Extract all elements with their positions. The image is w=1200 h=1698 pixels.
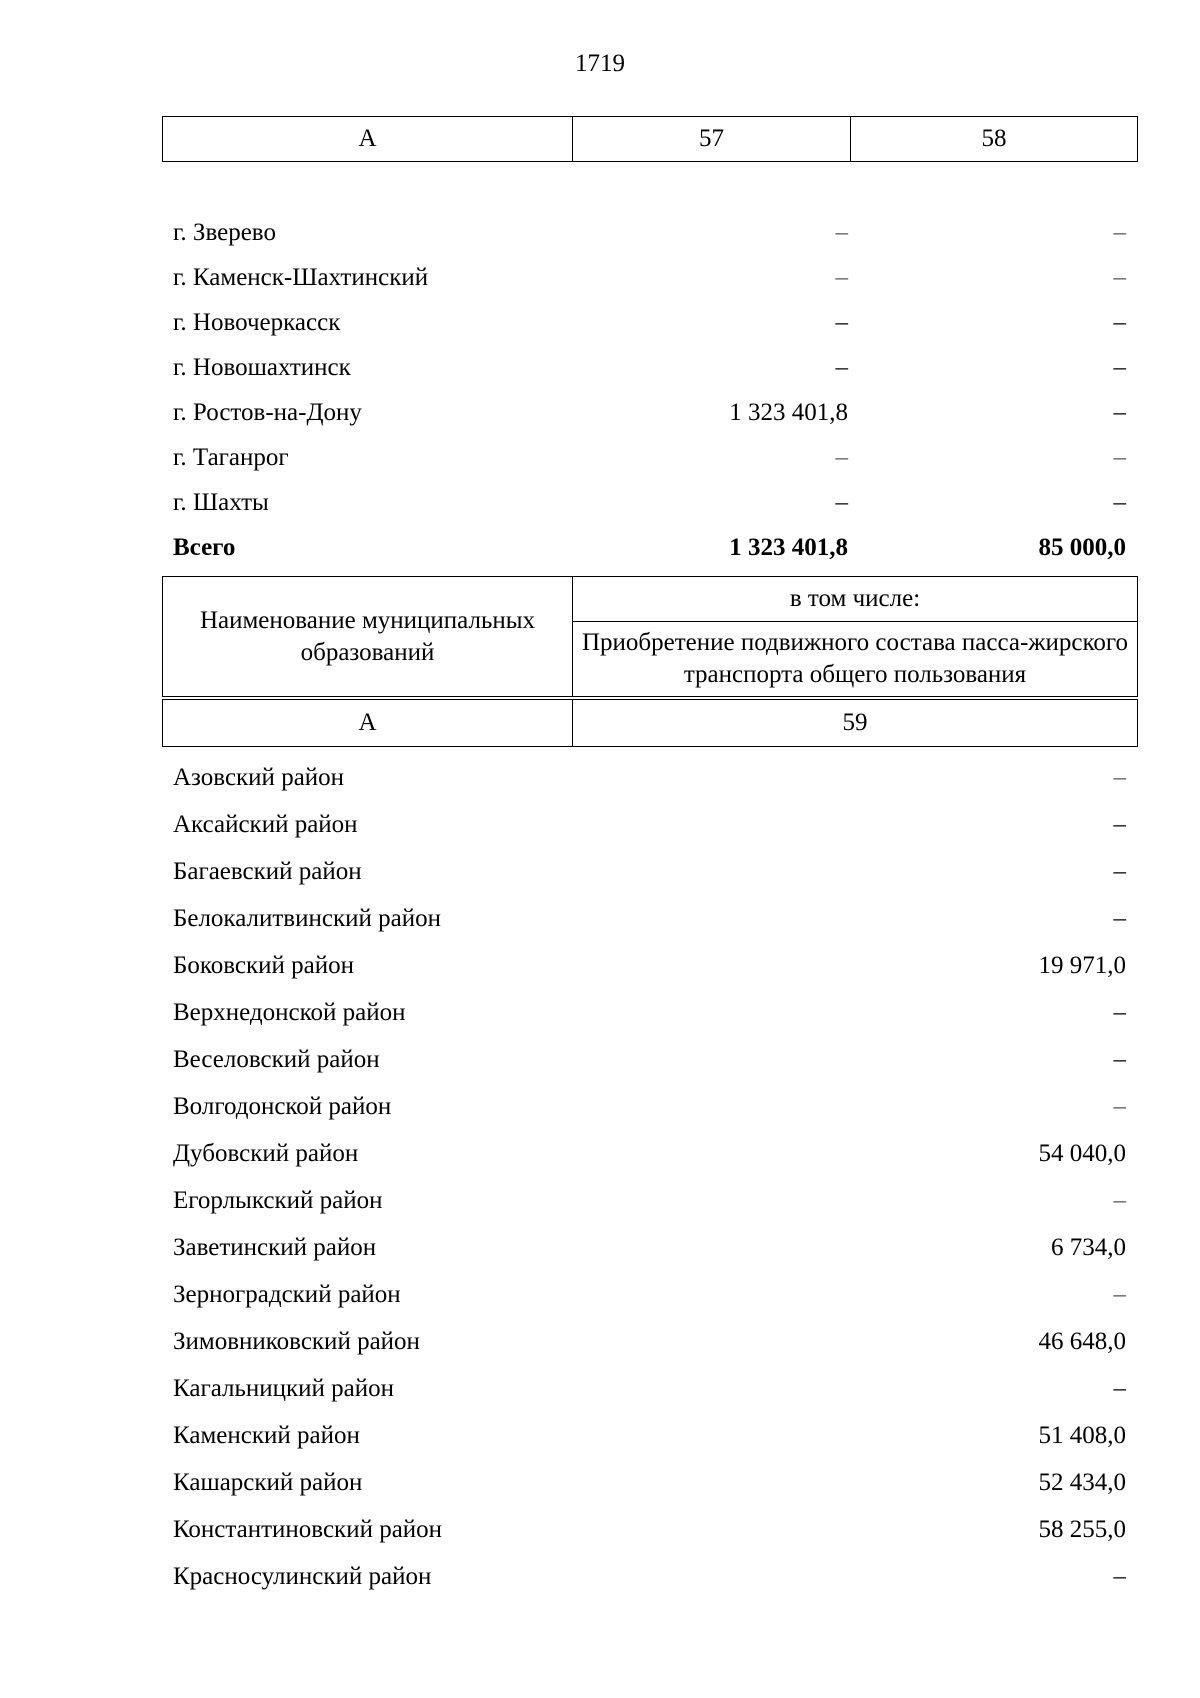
value-58: – (1113, 354, 1126, 381)
value-57: – (835, 309, 848, 336)
table-row (173, 1130, 1126, 1177)
district-name: Егорлыкский район (173, 1187, 383, 1214)
district-name: Белокалитвинский район (173, 905, 441, 932)
municipality-name: г. Таганрог (173, 444, 289, 471)
table-row (173, 390, 1126, 435)
table-row (173, 480, 1126, 525)
district-name: Боковский район (173, 952, 354, 979)
value-57: – (835, 444, 848, 471)
table-row (173, 1365, 1126, 1412)
value-57: 1 323 401,8 (729, 399, 848, 426)
table-row (173, 754, 1126, 801)
district-name: Кагальницкий район (173, 1375, 395, 1402)
table2-header (162, 576, 1138, 747)
table-row (173, 1412, 1126, 1459)
district-name: Азовский район (173, 764, 345, 791)
table-row (173, 1224, 1126, 1271)
municipality-name: г. Новошахтинск (173, 354, 351, 381)
municipality-name: г. Новочеркасск (173, 309, 341, 336)
district-name: Константиновский район (173, 1516, 443, 1543)
district-name: Дубовский район (173, 1140, 359, 1167)
table-row (173, 1177, 1126, 1224)
municipality-name: г. Зверево (173, 219, 276, 246)
value-59: – (1113, 1281, 1126, 1308)
column-58-header: 58 (851, 117, 1138, 162)
value-59: 52 434,0 (1038, 1469, 1126, 1496)
table-row (173, 895, 1126, 942)
district-name: Верхнедонской район (173, 999, 406, 1026)
district-name: Зимовниковский район (173, 1328, 420, 1355)
district-name: Багаевский район (173, 858, 362, 885)
table-row (173, 1271, 1126, 1318)
municipality-name: г. Ростов-на-Дону (173, 399, 362, 426)
value-59: 46 648,0 (1038, 1328, 1126, 1355)
table-row (173, 1459, 1126, 1506)
table-row (173, 1553, 1126, 1600)
column-57-header: 57 (573, 117, 851, 162)
district-name: Веселовский район (173, 1046, 380, 1073)
table-row (173, 210, 1126, 255)
municipality-name: г. Шахты (173, 489, 269, 516)
table-row (173, 255, 1126, 300)
district-name: Каменский район (173, 1422, 360, 1449)
value-59: 19 971,0 (1038, 952, 1126, 979)
value-58: – (1113, 309, 1126, 336)
table-row (173, 848, 1126, 895)
table-row (173, 1318, 1126, 1365)
value-59: 58 255,0 (1038, 1516, 1126, 1543)
table-row (173, 801, 1126, 848)
table-row (173, 1036, 1126, 1083)
column-59-header: 59 (573, 700, 1138, 747)
value-58: – (1113, 444, 1126, 471)
value-58: – (1113, 219, 1126, 246)
value-59: – (1113, 764, 1126, 791)
table-row (173, 300, 1126, 345)
value-59: – (1113, 1093, 1126, 1120)
district-name: Волгодонской район (173, 1093, 392, 1120)
table2-body (173, 754, 1126, 1600)
value-59: 6 734,0 (1051, 1234, 1126, 1261)
table-row (173, 345, 1126, 390)
district-name: Красносулинский район (173, 1563, 432, 1590)
table-row (173, 942, 1126, 989)
municipality-column-header: Наименование муниципальных образований (163, 577, 573, 697)
value-59: – (1113, 858, 1126, 885)
table-row (173, 989, 1126, 1036)
district-name: Зерноградский район (173, 1281, 401, 1308)
table-row (173, 1506, 1126, 1553)
column-a-header: А (163, 700, 573, 747)
value-59: 54 040,0 (1038, 1140, 1126, 1167)
total-value-58: 85 000,0 (1038, 534, 1126, 561)
including-header: в том числе: (573, 577, 1138, 622)
district-name: Заветинский район (173, 1234, 377, 1261)
value-57: – (835, 489, 848, 516)
value-59: 51 408,0 (1038, 1422, 1126, 1449)
total-value-57: 1 323 401,8 (729, 534, 848, 561)
table-row (173, 435, 1126, 480)
rolling-stock-column-header: Приобретение подвижного состава пасса-жирского транспорта общего пользования (573, 622, 1138, 697)
total-label: Всего (173, 534, 236, 561)
total-row (173, 525, 1126, 570)
table1-body (173, 210, 1126, 570)
column-a-header: А (163, 117, 573, 162)
value-57: – (835, 264, 848, 291)
value-57: – (835, 219, 848, 246)
value-59: – (1113, 1046, 1126, 1073)
municipality-name: г. Каменск-Шахтинский (173, 264, 429, 291)
page-number: 1719 (575, 50, 625, 77)
district-name: Кашарский район (173, 1469, 363, 1496)
table-row (173, 1083, 1126, 1130)
value-59: – (1113, 1375, 1126, 1402)
value-59: – (1113, 811, 1126, 838)
value-59: – (1113, 905, 1126, 932)
value-58: – (1113, 489, 1126, 516)
district-name: Аксайский район (173, 811, 358, 838)
value-58: – (1113, 399, 1126, 426)
value-57: – (835, 354, 848, 381)
value-59: – (1113, 1563, 1126, 1590)
value-59: – (1113, 1187, 1126, 1214)
value-58: – (1113, 264, 1126, 291)
table1-header (162, 116, 1138, 162)
value-59: – (1113, 999, 1126, 1026)
